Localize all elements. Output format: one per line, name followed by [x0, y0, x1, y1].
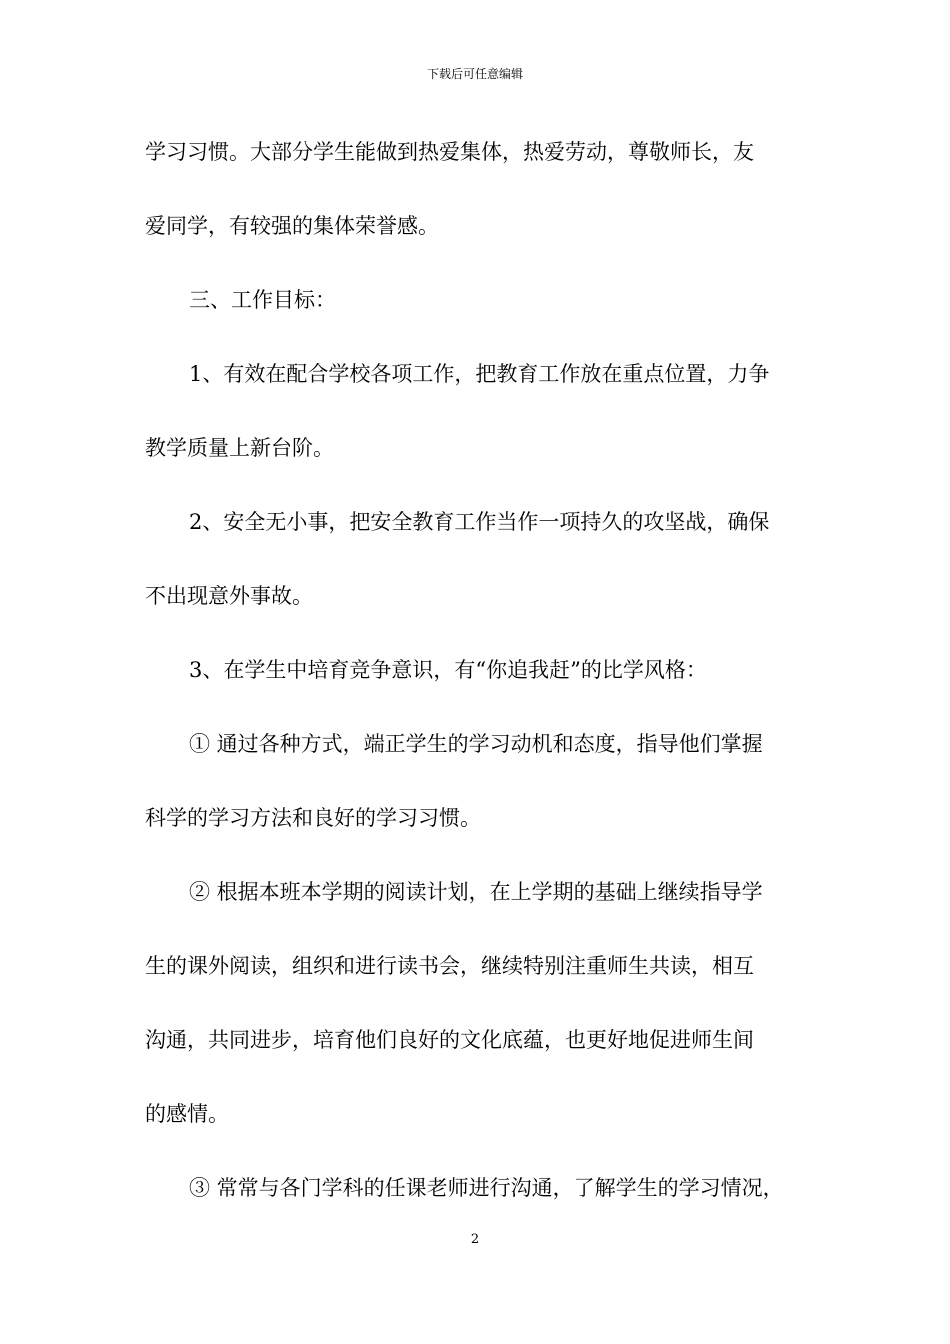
text-line-1: 学习习惯。大部分学生能做到热爱集体，热爱劳动，尊敬师长，友 [145, 140, 754, 164]
text-line-6: 2、安全无小事，把安全教育工作当作一项持久的攻坚战，确保 [189, 510, 770, 534]
text-line-9: ① 通过各种方式，端正学生的学习动机和态度，指导他们掌握 [189, 732, 763, 756]
text-line-11: ② 根据本班本学期的阅读计划，在上学期的基础上继续指导学 [189, 880, 763, 904]
text-line-7: 不出现意外事故。 [145, 584, 313, 608]
text-line-5: 教学质量上新台阶。 [145, 436, 334, 460]
text-line-15: ③ 常常与各门学科的任课老师进行沟通，了解学生的学习情况， [189, 1176, 784, 1200]
page-header: 下载后可任意编辑 [426, 67, 523, 81]
text-line-4: 1、有效在配合学校各项工作，把教育工作放在重点位置，力争 [189, 362, 770, 386]
text-line-13: 沟通，共同进步，培育他们良好的文化底蕴，也更好地促进师生间 [145, 1028, 754, 1052]
text-line-8: 3、在学生中培育竞争意识，有“你追我赶”的比学风格： [189, 658, 707, 682]
page-number: 2 [470, 1232, 480, 1247]
text-line-2: 爱同学，有较强的集体荣誉感。 [145, 214, 439, 238]
text-line-14: 的感情。 [145, 1102, 229, 1126]
text-line-12: 生的课外阅读，组织和进行读书会，继续特别注重师生共读，相互 [145, 954, 754, 978]
section-heading: 三、工作目标： [189, 288, 336, 312]
text-line-10: 科学的学习方法和良好的学习习惯。 [145, 806, 481, 830]
